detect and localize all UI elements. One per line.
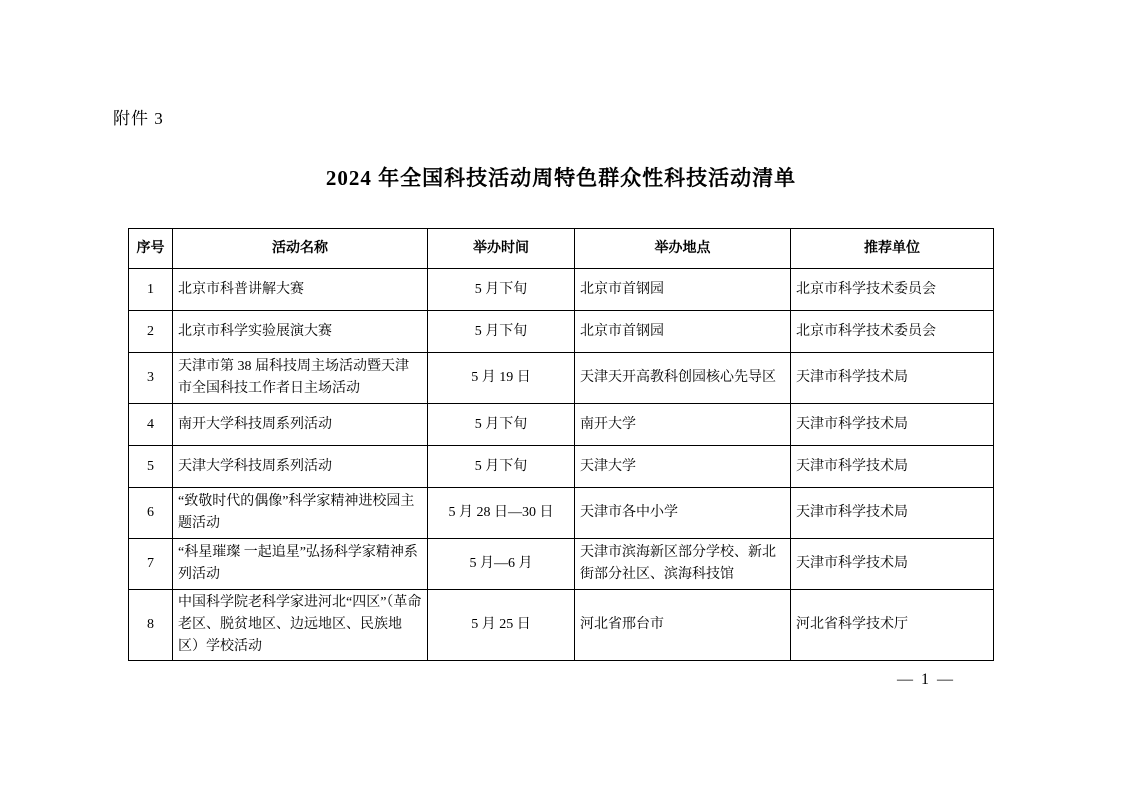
cell-org: 北京市科学技术委员会 (791, 269, 994, 311)
cell-name: 天津市第 38 届科技周主场活动暨天津市全国科技工作者日主场活动 (173, 353, 428, 404)
cell-name: “科星璀璨 一起追星”弘扬科学家精神系列活动 (173, 539, 428, 590)
cell-place: 河北省邢台市 (575, 590, 791, 661)
cell-name: 南开大学科技周系列活动 (173, 404, 428, 446)
column-header-org: 推荐单位 (791, 229, 994, 269)
cell-no: 7 (129, 539, 173, 590)
cell-name: 中国科学院老科学家进河北“四区”（革命老区、脱贫地区、边远地区、民族地区）学校活动 (173, 590, 428, 661)
page-title: 2024 年全国科技活动周特色群众性科技活动清单 (325, 166, 797, 190)
table-row (129, 404, 994, 446)
cell-place: 北京市首钢园 (575, 311, 791, 353)
cell-place: 天津大学 (575, 446, 791, 488)
cell-name: 北京市科学实验展演大赛 (173, 311, 428, 353)
table-header-row (129, 229, 994, 269)
column-header-no: 序号 (129, 229, 173, 269)
cell-no: 1 (129, 269, 173, 311)
cell-time: 5 月 28 日—30 日 (428, 488, 575, 539)
cell-no: 4 (129, 404, 173, 446)
cell-place: 南开大学 (575, 404, 791, 446)
table-row (129, 269, 994, 311)
table-row (129, 311, 994, 353)
cell-no: 5 (129, 446, 173, 488)
cell-no: 3 (129, 353, 173, 404)
cell-org: 天津市科学技术局 (791, 404, 994, 446)
cell-org: 河北省科学技术厅 (791, 590, 994, 661)
cell-place: 天津市各中小学 (575, 488, 791, 539)
attachment-label: 附件 3 (113, 109, 164, 128)
activity-table (128, 228, 994, 661)
table-row (129, 488, 994, 539)
cell-time: 5 月 19 日 (428, 353, 575, 404)
column-header-time: 举办时间 (428, 229, 575, 269)
cell-time: 5 月 25 日 (428, 590, 575, 661)
page-number: — 1 — (897, 671, 955, 688)
cell-time: 5 月下旬 (428, 269, 575, 311)
cell-time: 5 月下旬 (428, 404, 575, 446)
cell-place: 北京市首钢园 (575, 269, 791, 311)
cell-time: 5 月—6 月 (428, 539, 575, 590)
cell-name: “致敬时代的偶像”科学家精神进校园主题活动 (173, 488, 428, 539)
cell-org: 天津市科学技术局 (791, 488, 994, 539)
cell-org: 天津市科学技术局 (791, 539, 994, 590)
cell-time: 5 月下旬 (428, 446, 575, 488)
cell-org: 天津市科学技术局 (791, 353, 994, 404)
cell-no: 8 (129, 590, 173, 661)
cell-name: 天津大学科技周系列活动 (173, 446, 428, 488)
cell-org: 天津市科学技术局 (791, 446, 994, 488)
cell-name: 北京市科普讲解大赛 (173, 269, 428, 311)
cell-no: 2 (129, 311, 173, 353)
cell-time: 5 月下旬 (428, 311, 575, 353)
table-row (129, 446, 994, 488)
column-header-name: 活动名称 (173, 229, 428, 269)
table-row (129, 353, 994, 404)
cell-place: 天津市滨海新区部分学校、新北街部分社区、滨海科技馆 (575, 539, 791, 590)
cell-place: 天津天开高教科创园核心先导区 (575, 353, 791, 404)
table-row (129, 539, 994, 590)
column-header-place: 举办地点 (575, 229, 791, 269)
cell-org: 北京市科学技术委员会 (791, 311, 994, 353)
table-row (129, 590, 994, 661)
cell-no: 6 (129, 488, 173, 539)
